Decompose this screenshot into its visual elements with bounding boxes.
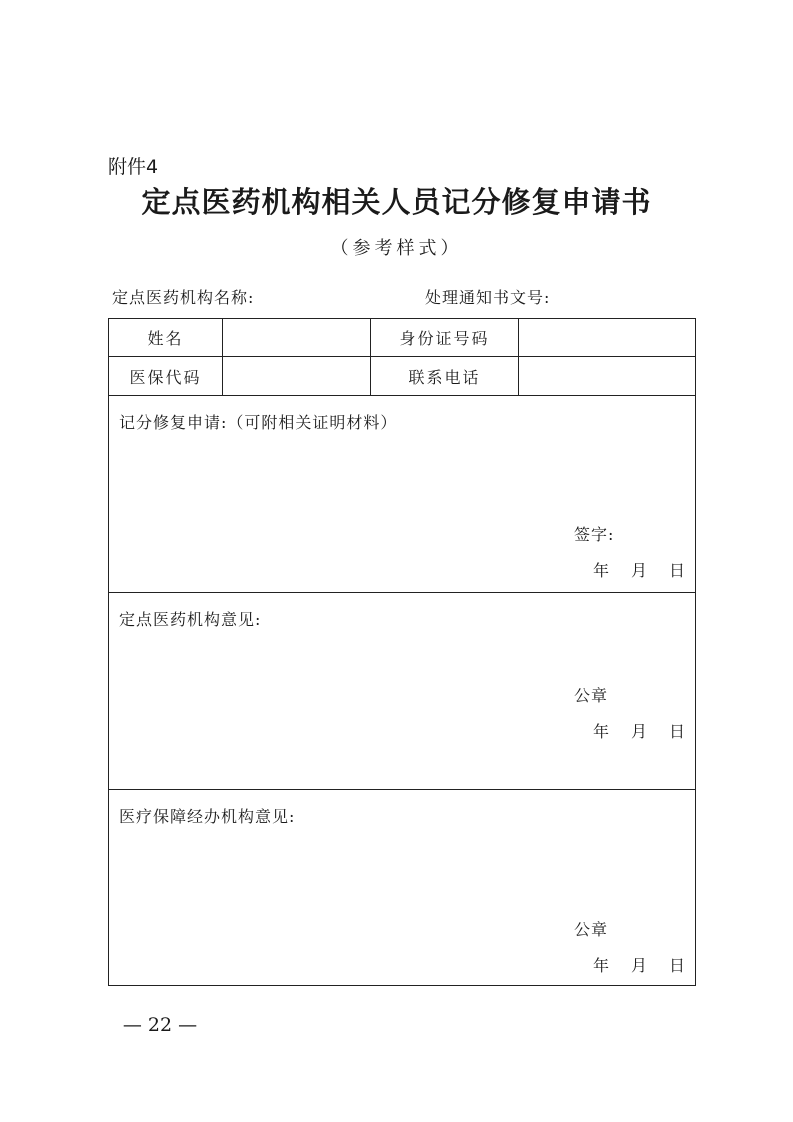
document-title: 定点医药机构相关人员记分修复申请书: [141, 185, 652, 219]
table-row-name-id: [109, 319, 695, 357]
day-label: 日: [669, 722, 686, 741]
agency-opinion-label: 医疗保障经办机构意见:: [119, 807, 296, 826]
institution-opinion-section[interactable]: [109, 593, 695, 790]
agency-opinion-section[interactable]: [109, 790, 695, 985]
application-section[interactable]: [109, 396, 695, 593]
document-subtitle: （参考样式）: [330, 238, 463, 259]
attachment-label: 附件4: [108, 156, 159, 178]
official-seal-label: 公章: [574, 920, 609, 939]
month-label: 月: [631, 956, 648, 975]
month-label: 月: [631, 722, 648, 741]
table-row-code-phone: [109, 357, 695, 396]
name-field[interactable]: [222, 319, 370, 356]
day-label: 日: [669, 956, 686, 975]
official-seal-label: 公章: [574, 686, 609, 705]
notice-number-label: 处理通知书文号:: [425, 288, 551, 307]
agency-opinion-date: [593, 953, 685, 976]
institution-opinion-date: [593, 719, 685, 742]
id-number-label: 身份证号码: [370, 319, 518, 356]
page-number: — 22 —: [122, 1014, 198, 1036]
application-form-table: [108, 318, 696, 986]
phone-field[interactable]: [518, 357, 695, 395]
year-label: 年: [593, 722, 610, 741]
insurance-code-label: 医保代码: [129, 367, 202, 387]
name-label: 姓名: [147, 329, 184, 348]
phone-label: 联系电话: [370, 357, 518, 395]
signature-label: 签字:: [574, 525, 615, 544]
institution-name-label: 定点医药机构名称:: [112, 288, 255, 307]
year-label: 年: [593, 561, 610, 580]
application-label: 记分修复申请:（可附相关证明材料）: [119, 413, 398, 432]
year-label: 年: [593, 956, 610, 975]
insurance-code-field[interactable]: [222, 357, 370, 395]
id-number-field[interactable]: [518, 319, 695, 356]
application-date: [593, 558, 685, 581]
institution-opinion-label: 定点医药机构意见:: [119, 610, 262, 629]
month-label: 月: [631, 561, 648, 580]
day-label: 日: [669, 561, 686, 580]
